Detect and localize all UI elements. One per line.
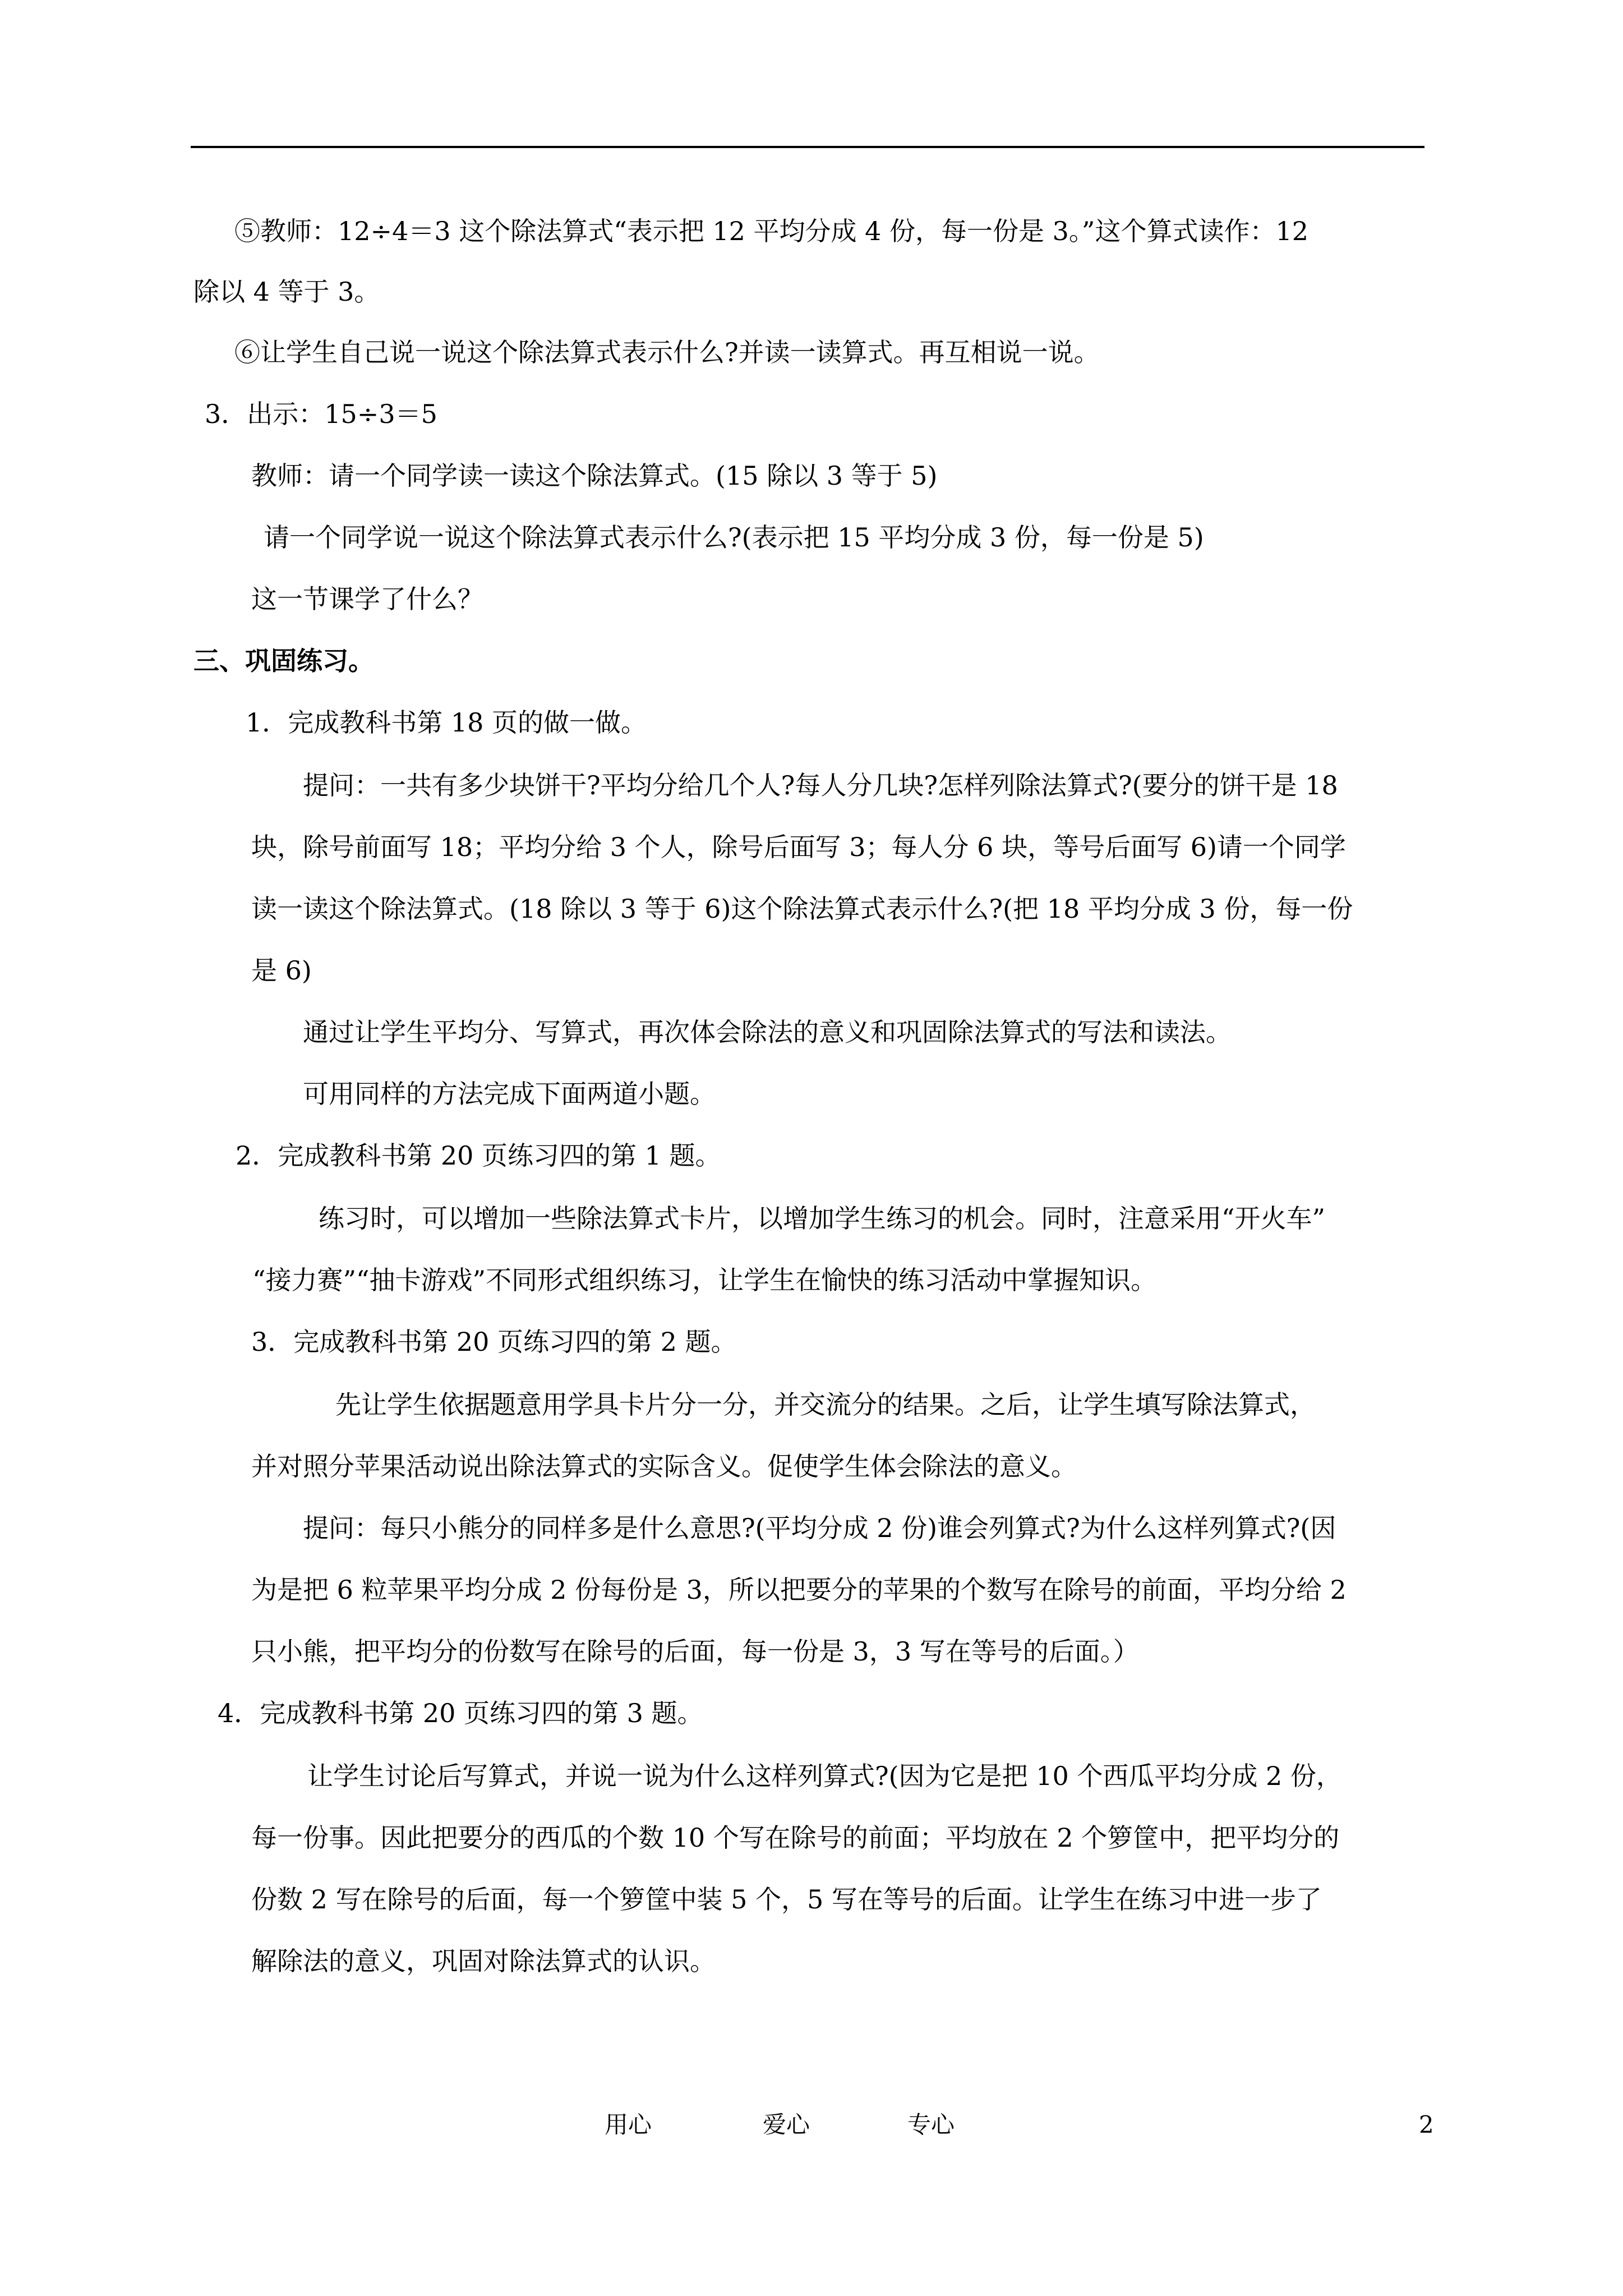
text-line: 解除法的意义，巩固对除法算式的认识。	[251, 1946, 716, 1976]
text-line: 请一个同学说一说这个除法算式表示什么?(表示把 15 平均分成 3 份，每一份是 5)	[264, 522, 1204, 553]
text-line: 可用同样的方法完成下面两道小题。	[303, 1079, 716, 1109]
text-line: 让学生讨论后写算式，并说一说为什么这样列算式?(因为它是把 10 个西瓜平均分成 2 份，	[307, 1761, 1342, 1791]
text-line: 先让学生依据题意用学具卡片分一分，并交流分的结果。之后，让学生填写除法算式，	[335, 1389, 1316, 1420]
text-line: 是 6)	[251, 955, 312, 986]
text-line: 4．完成教科书第 20 页练习四的第 3 题。	[218, 1698, 703, 1728]
section-heading: 三、巩固练习。	[193, 646, 374, 676]
page-number: 2	[1419, 2111, 1434, 2138]
footer-word: 专心	[907, 2111, 955, 2138]
text-line: 1．完成教科书第 18 页的做一做。	[246, 707, 647, 738]
text-line: 只小熊，把平均分的份数写在除号的后面，每一份是 3，3 写在等号的后面。）	[251, 1636, 1139, 1667]
footer-word: 爱心	[763, 2111, 810, 2138]
text-line: 并对照分苹果活动说出除法算式的实际含义。促使学生体会除法的意义。	[251, 1451, 1077, 1481]
text-line: 练习时，可以增加一些除法算式卡片，以增加学生练习的机会。同时，注意采用“开火车”	[319, 1203, 1326, 1234]
text-line: 通过让学生平均分、写算式，再次体会除法的意义和巩固除法算式的写法和读法。	[303, 1017, 1232, 1047]
text-line: 提问：一共有多少块饼干?平均分给几个人?每人分几块?怎样列除法算式?(要分的饼干是 18	[303, 770, 1338, 800]
text-line: 3．完成教科书第 20 页练习四的第 2 题。	[251, 1327, 737, 1357]
text-line: 教师：请一个同学读一读这个除法算式。(15 除以 3 等于 5)	[251, 461, 938, 491]
text-line: 为是把 6 粒苹果平均分成 2 份每份是 3，所以把要分的苹果的个数写在除号的前面，平均分给 2	[251, 1575, 1347, 1605]
text-line: 这一节课学了什么？	[251, 584, 483, 614]
text-line: 每一份事。因此把要分的西瓜的个数 10 个写在除号的前面；平均放在 2 个箩筐中，把平均分的	[251, 1823, 1340, 1853]
text-line: “接力赛”“抽卡游戏”不同形式组织练习，让学生在愉快的练习活动中掌握知识。	[252, 1265, 1157, 1295]
text-line: ⑥让学生自己说一说这个除法算式表示什么?并读一读算式。再互相说一说。	[234, 337, 1100, 367]
text-line: 份数 2 写在除号的后面，每一个箩筐中装 5 个，5 写在等号的后面。让学生在练习中进一步了	[251, 1884, 1322, 1915]
text-line: 读一读这个除法算式。(18 除以 3 等于 6)这个除法算式表示什么?(把 18 平均分成 3 份，每一份	[251, 894, 1353, 924]
header-rule	[191, 146, 1424, 148]
footer-word: 用心	[605, 2111, 652, 2138]
text-line: 2．完成教科书第 20 页练习四的第 1 题。	[236, 1140, 721, 1171]
text-line: 提问：每只小熊分的同样多是什么意思?(平均分成 2 份)谁会列算式?为什么这样列算式?(因	[303, 1513, 1336, 1543]
text-line: ⑤教师：12÷4＝3 这个除法算式“表示把 12 平均分成 4 份，每一份是 3。”这个算式读作：12	[234, 216, 1308, 246]
text-line: 块，除号前面写 18；平均分给 3 个人，除号后面写 3；每人分 6 块，等号后面写 6)请一个同学	[251, 832, 1346, 862]
text-line: 3．出示：15÷3＝5	[205, 399, 437, 429]
text-line: 除以 4 等于 3。	[193, 277, 380, 307]
